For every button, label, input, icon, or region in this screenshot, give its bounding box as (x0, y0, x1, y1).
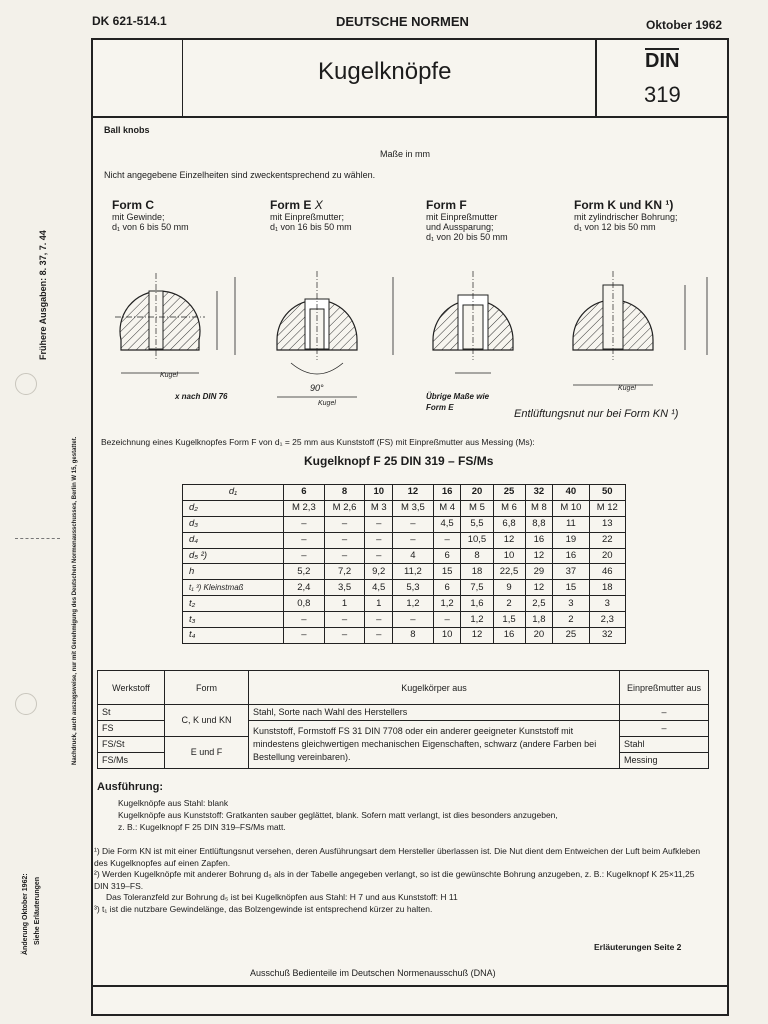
form-f-line2: und Aussparung; (426, 222, 494, 232)
remaining-dims-form: Form E (426, 403, 454, 412)
table-cell: 29 (525, 564, 553, 580)
table-cell: 16 (553, 548, 589, 564)
table-cell: 10 (493, 548, 525, 564)
dim-col-header: 8 (324, 485, 365, 501)
table-cell: 2 (553, 612, 589, 628)
table-cell: – (365, 532, 393, 548)
table-cell: 9 (493, 580, 525, 596)
table-cell: – (365, 612, 393, 628)
form-c-drawing (115, 273, 235, 373)
table-cell: 6 (433, 548, 461, 564)
table-cell: 12 (493, 532, 525, 548)
table-cell: 22,5 (493, 564, 525, 580)
table-cell: 18 (589, 580, 625, 596)
table-cell: 2,4 (284, 580, 325, 596)
table-cell: – (324, 532, 365, 548)
dim-col-header: 16 (433, 485, 461, 501)
table-cell: – (324, 548, 365, 564)
table-row (183, 580, 626, 596)
table-cell: – (284, 628, 325, 644)
table-cell: 1,5 (493, 612, 525, 628)
form-e-block (270, 198, 420, 232)
form-k-line2: d₁ von 12 bis 50 mm (574, 222, 656, 232)
explanations-ref: Erläuterungen Seite 2 (594, 942, 682, 952)
footnote-1: ¹) Die Form KN ist mit einer Entlüftungsnut versehen, deren Ausführungsart dem Hersteller überlassen ist. Die Nut dient dem Entweichen der Luft beim Aufkleben des Kugelknopfes auf einen Zapfen. (94, 846, 701, 868)
remaining-dims: Übrige Maße wie (426, 392, 490, 401)
x-nach-label: x nach DIN 76 (175, 392, 228, 401)
material-code: St (98, 705, 165, 721)
table-cell: 15 (433, 564, 461, 580)
table-cell: 1,2 (461, 612, 493, 628)
row-label: t₁ ³) Kleinstmaß (183, 580, 284, 596)
form-e-title: Form E (270, 198, 312, 212)
table-cell: – (324, 628, 365, 644)
table-cell: 8 (461, 548, 493, 564)
table-cell: M 2,3 (284, 500, 325, 516)
table-cell: – (365, 548, 393, 564)
kugel-label-k: Kugel (618, 385, 636, 392)
table-cell: – (284, 516, 325, 532)
table-cell: 6 (433, 580, 461, 596)
nut-cell: – (620, 720, 709, 736)
table-cell: 12 (525, 548, 553, 564)
punch-hole-top (15, 373, 37, 395)
table-cell: 5,3 (393, 580, 434, 596)
table-cell: 2 (493, 596, 525, 612)
material-code: FS/Ms (98, 752, 165, 768)
material-code: FS (98, 720, 165, 736)
dim-col-header: 6 (284, 485, 325, 501)
form-f-line3: d₁ von 20 bis 50 mm (426, 232, 508, 242)
table-cell: 3 (589, 596, 625, 612)
issue-date: Oktober 1962 (646, 18, 723, 32)
table-cell: 18 (461, 564, 493, 580)
table-cell: 4,5 (365, 580, 393, 596)
page-title: Kugelknöpfe (318, 58, 452, 85)
see-explanations: Siehe Erläuterungen (34, 876, 41, 945)
execution-line: Kugelknöpfe aus Kunststoff: Gratkanten sauber geglättet, blank. Sofern matt verlangt, ist dies besonders anzugeben, (118, 810, 558, 820)
table-cell: – (324, 612, 365, 628)
table-cell: 12 (461, 628, 493, 644)
table-cell: 2,3 (589, 612, 625, 628)
title-divider-right (595, 38, 597, 118)
table-cell: M 8 (525, 500, 553, 516)
form-k-drawing (573, 271, 707, 385)
table-cell: 4,5 (433, 516, 461, 532)
row-label: t₄ (183, 628, 284, 644)
table-cell: 20 (525, 628, 553, 644)
form-e-drawing (277, 271, 393, 397)
footer-rule (91, 985, 729, 987)
table-cell: 20 (589, 548, 625, 564)
table-row (183, 500, 626, 516)
table-cell: – (284, 532, 325, 548)
fold-mark (15, 538, 60, 540)
material-table (97, 670, 709, 769)
table-cell: M 3 (365, 500, 393, 516)
nut-cell: Stahl (620, 736, 709, 752)
table-row (183, 628, 626, 644)
form-ef: E und F (165, 736, 249, 768)
table-cell: M 3,5 (393, 500, 434, 516)
table-cell: – (433, 532, 461, 548)
table-row (183, 516, 626, 532)
committee-line: Ausschuß Bedienteile im Deutschen Normenausschuß (DNA) (250, 968, 496, 978)
form-k-line1: mit zylindrischer Bohrung; (574, 212, 678, 222)
hdr-body: Kugelkörper aus (249, 671, 620, 705)
punch-hole-bottom (15, 693, 37, 715)
table-cell: – (393, 532, 434, 548)
table-cell: 8 (393, 628, 434, 644)
table-row (183, 596, 626, 612)
form-e-line1: mit Einpreßmutter; (270, 212, 345, 222)
table-cell: 10 (433, 628, 461, 644)
dim-col-header: 50 (589, 485, 625, 501)
form-c-line2: d₁ von 6 bis 50 mm (112, 222, 189, 232)
row-label: d₅ ²) (183, 548, 284, 564)
table-row (183, 548, 626, 564)
table-cell: – (284, 548, 325, 564)
table-cell: 5,5 (461, 516, 493, 532)
table-cell: M 4 (433, 500, 461, 516)
form-ck: C, K und KN (165, 705, 249, 737)
dim-header-label: d₁ (183, 485, 284, 501)
table-cell: – (284, 612, 325, 628)
table-cell: 46 (589, 564, 625, 580)
footnotes (94, 846, 708, 915)
table-cell: 4 (393, 548, 434, 564)
table-cell: – (433, 612, 461, 628)
table-cell: 1,2 (393, 596, 434, 612)
form-f-title: Form F (426, 198, 467, 212)
material-code: FS/St (98, 736, 165, 752)
table-cell: – (393, 516, 434, 532)
dim-col-header: 40 (553, 485, 589, 501)
nut-cell: – (620, 705, 709, 721)
table-cell: 7,5 (461, 580, 493, 596)
table-cell: – (365, 628, 393, 644)
table-cell: M 5 (461, 500, 493, 516)
table-cell: 16 (525, 532, 553, 548)
form-f-line1: mit Einpreßmutter (426, 212, 498, 222)
form-c-title: Form C (112, 198, 154, 212)
table-cell: 0,8 (284, 596, 325, 612)
dim-col-header: 10 (365, 485, 393, 501)
row-label: d₄ (183, 532, 284, 548)
execution-line: z. B.: Kugelknopf F 25 DIN 319–FS/Ms matt. (118, 822, 286, 832)
execution-body (118, 797, 713, 833)
table-cell: 1,8 (525, 612, 553, 628)
table-cell: – (393, 612, 434, 628)
english-title: Ball knobs (104, 125, 150, 135)
body-plastic: Kunststoff, Formstoff FS 31 DIN 7708 oder ein anderer geeigneter Kunststoff mit mindestens gleichwertigen mechanischen Eigenschaften, schwarz (andere Farben bei Bestellung vereinbaren). (249, 720, 620, 768)
org-name: DEUTSCHE NORMEN (336, 14, 469, 29)
table-cell: M 6 (493, 500, 525, 516)
dim-col-header: 12 (393, 485, 434, 501)
table-row (183, 532, 626, 548)
din-number: 319 (644, 82, 681, 107)
table-cell: 12 (525, 580, 553, 596)
form-k-title: Form K und KN ¹) (574, 198, 674, 212)
table-cell: 16 (493, 628, 525, 644)
table-cell: 8,8 (525, 516, 553, 532)
table-cell: 22 (589, 532, 625, 548)
angle-label: 90° (310, 383, 324, 393)
body-steel: Stahl, Sorte nach Wahl des Herstellers (249, 705, 620, 721)
table-cell: 25 (553, 628, 589, 644)
table-cell: 1 (324, 596, 365, 612)
hdr-werkstoff: Werkstoff (98, 671, 165, 705)
execution-title: Ausführung: (97, 781, 163, 793)
table-row (98, 705, 709, 721)
row-label: h (183, 564, 284, 580)
hdr-nut: Einpreßmutter aus (620, 671, 709, 705)
dim-header-row (183, 485, 626, 501)
table-cell: 11,2 (393, 564, 434, 580)
dimension-table (182, 484, 626, 644)
dk-number: DK 621-514.1 (92, 14, 167, 28)
table-cell: 13 (589, 516, 625, 532)
designation-code: Kugelknopf F 25 DIN 319 – FS/Ms (304, 454, 494, 468)
table-cell: 32 (589, 628, 625, 644)
units-note: Maße in mm (380, 149, 431, 159)
table-cell: 3 (553, 596, 589, 612)
table-cell: 5,2 (284, 564, 325, 580)
table-cell: M 2,6 (324, 500, 365, 516)
title-divider-left (182, 38, 183, 118)
table-cell: 3,5 (324, 580, 365, 596)
table-cell: M 12 (589, 500, 625, 516)
form-e-mark: X (314, 198, 323, 212)
form-f-drawing (433, 271, 513, 373)
dim-col-header: 20 (461, 485, 493, 501)
footnote-3: ³) t₁ ist die nutzbare Gewindelänge, das Bolzengewinde ist entsprechend kürzer zu halten. (94, 903, 433, 914)
table-cell: 15 (553, 580, 589, 596)
form-c-block (112, 198, 262, 232)
table-cell: M 10 (553, 500, 589, 516)
nut-cell: Messing (620, 752, 709, 768)
table-cell: 1,2 (433, 596, 461, 612)
dim-col-header: 32 (525, 485, 553, 501)
dim-col-header: 25 (493, 485, 525, 501)
form-k-block (574, 198, 724, 232)
vent-groove-hint: Entlüftungsnut nur bei Form KN ¹) (514, 408, 679, 420)
kugel-label-c: Kugel (160, 372, 178, 379)
table-cell: 1 (365, 596, 393, 612)
material-header-row (98, 671, 709, 705)
table-cell: 19 (553, 532, 589, 548)
row-label: d₂ (183, 500, 284, 516)
table-cell: 11 (553, 516, 589, 532)
footnote-2: ²) Werden Kugelknöpfe mit anderer Bohrung d₅ als in der Tabelle angegeben verlangt, so ist die gewünschte Bohrung anzugeben, z. B.: Kugelknopf K 25×11,25 DIN 319–FS. (94, 869, 695, 891)
form-f-block (426, 198, 576, 242)
general-note: Nicht angegebene Einzelheiten sind zweckentsprechend zu wählen. (104, 170, 376, 180)
table-row (183, 564, 626, 580)
kugel-label-e: Kugel (318, 400, 336, 407)
table-cell: – (365, 516, 393, 532)
table-cell: 9,2 (365, 564, 393, 580)
din-label: DIN (645, 50, 680, 72)
designation-text: Bezeichnung eines Kugelknopfes Form F von d₁ = 25 mm aus Kunststoff (FS) mit Einpreßmutter aus Messing (Ms): (101, 437, 535, 447)
table-cell: – (324, 516, 365, 532)
row-label: t₃ (183, 612, 284, 628)
row-label: t₂ (183, 596, 284, 612)
table-cell: 37 (553, 564, 589, 580)
footnote-2-tolerance: Das Toleranzfeld zur Bohrung d₅ ist bei Kugelknöpfen aus Stahl: H 7 und aus Kunststoff: H 11 (106, 892, 458, 902)
form-c-line1: mit Gewinde; (112, 212, 165, 222)
form-e-line2: d₁ von 16 bis 50 mm (270, 222, 352, 232)
change-note: Änderung Oktober 1962: (22, 873, 29, 955)
row-label: d₃ (183, 516, 284, 532)
hdr-form: Form (165, 671, 249, 705)
table-row (183, 612, 626, 628)
reprint-note: Nachdruck, auch auszugsweise, nur mit Genehmigung des Deutschen Normenausschusses, Berlin W 15, gestattet. (72, 436, 78, 765)
table-cell: 2,5 (525, 596, 553, 612)
earlier-editions: Frühere Ausgaben: 8. 37, 7. 44 (38, 230, 48, 360)
execution-line: Kugelknöpfe aus Stahl: blank (118, 798, 229, 808)
table-cell: 10,5 (461, 532, 493, 548)
table-cell: 7,2 (324, 564, 365, 580)
table-cell: 1,6 (461, 596, 493, 612)
table-cell: 6,8 (493, 516, 525, 532)
